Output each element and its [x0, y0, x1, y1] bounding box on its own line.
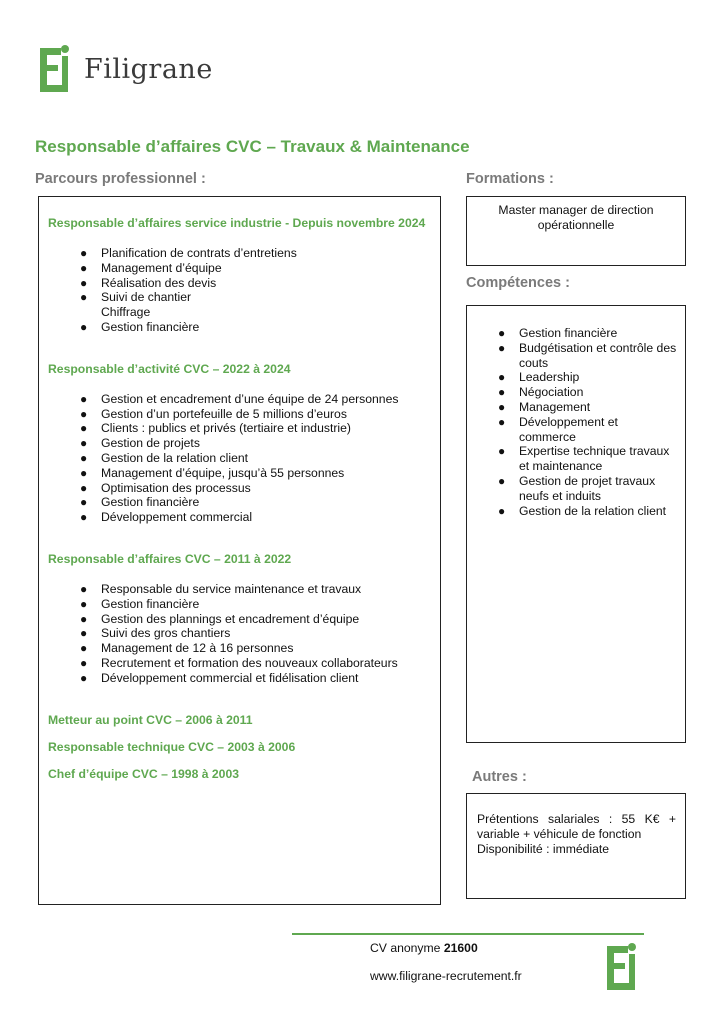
list-item: ● Responsable du service maintenance et travaux — [80, 581, 362, 596]
cv-label: CV anonyme — [370, 941, 441, 955]
list-item: ● Planification de contrats d’entretiens — [80, 246, 297, 260]
job-title: Metteur au point CVC – 2006 à 2011 — [48, 712, 253, 727]
list-item: ● Budgétisation et contrôle des couts — [498, 340, 677, 370]
list-item: ● Gestion de projet travaux neufs et induits — [498, 473, 656, 503]
list-item: ● Recrutement et formation des nouveaux collaborateurs — [80, 655, 398, 670]
list-item: ● Gestion de la relation client — [498, 503, 667, 518]
footer-cv-ref — [370, 941, 478, 955]
job-title: Responsable d’activité CVC – 2022 à 2024 — [48, 361, 291, 376]
list-item: ● Optimisation des processus — [80, 480, 251, 495]
list-item: ● Développement commercial et fidélisation client — [80, 670, 359, 685]
list-item: ● Gestion et encadrement d’une équipe de 24 personnes — [80, 391, 399, 406]
page-title: Responsable d’affaires CVC – Travaux & Maintenance — [35, 137, 470, 156]
list-item: ● Management de 12 à 16 personnes — [80, 641, 294, 656]
list-item: ● Développement et commerce — [498, 414, 618, 444]
competences-heading: Compétences : — [466, 275, 570, 291]
formation-line: opérationnelle — [537, 218, 615, 232]
footer-divider — [292, 933, 644, 935]
list-item: ● Management d’équipe — [80, 260, 222, 275]
brand-name: Filigrane — [84, 53, 213, 85]
list-item: ● Leadership — [498, 370, 580, 385]
salary-expectation: Prétentions salariales : 55 K€ + — [477, 812, 676, 826]
competences-box — [466, 305, 686, 743]
list-item: ● Gestion d’un portefeuille de 5 millions d’euros — [80, 406, 347, 421]
list-item: ● Négociation — [498, 385, 584, 400]
list-item: ● Développement commercial — [80, 510, 253, 525]
list-item: ● Gestion financière — [80, 319, 200, 334]
formations-box — [466, 196, 686, 266]
job-title: Responsable d’affaires CVC – 2011 à 2022 — [48, 551, 292, 566]
list-item: ● Gestion financière — [80, 596, 200, 611]
autres-heading: Autres : — [472, 769, 527, 785]
salary-details: variable + véhicule de fonction — [477, 827, 642, 841]
list-item: ● Réalisation des devis — [80, 275, 217, 290]
list-item: Chiffrage — [101, 305, 151, 320]
competences-list — [467, 326, 679, 518]
job-title: Responsable d’affaires service industrie - Depuis novembre 2024 — [48, 216, 426, 230]
job-tasks-list — [48, 582, 432, 686]
list-item: ● Gestion financière — [80, 495, 200, 510]
job-title: Chef d’équipe CVC – 1998 à 2003 — [48, 766, 240, 781]
autres-box — [466, 793, 686, 899]
filigrane-logo-icon — [38, 43, 72, 95]
list-item: ● Gestion des plannings et encadrement d’équipe — [80, 611, 360, 626]
list-item: ● Gestion de projets — [80, 436, 200, 451]
formations-heading: Formations : — [466, 171, 554, 187]
formation-line: Master manager de direction — [498, 203, 654, 217]
list-item: ● Clients : publics et privés (tertiaire et industrie) — [80, 421, 351, 436]
footer-website[interactable]: www.filigrane-recrutement.fr — [370, 969, 522, 983]
availability: Disponibilité : immédiate — [477, 842, 610, 856]
list-item: ● Gestion financière — [498, 326, 618, 340]
job-title: Responsable technique CVC – 2003 à 2006 — [48, 739, 296, 754]
job-tasks-list — [48, 246, 432, 335]
parcours-box — [38, 196, 441, 905]
filigrane-logo-icon — [605, 941, 639, 993]
job-tasks-list — [48, 392, 432, 525]
list-item: ● Management d’équipe, jusqu’à 55 personnes — [80, 465, 345, 480]
list-item: ● Expertise technique travaux et maintenance — [498, 444, 670, 474]
list-item: ● Suivi des gros chantiers — [80, 626, 231, 641]
list-item: ● Management — [498, 399, 591, 414]
cv-number: 21600 — [443, 941, 478, 955]
brand-logo — [38, 43, 213, 95]
parcours-heading: Parcours professionnel : — [35, 171, 206, 187]
list-item: ● Gestion de la relation client — [80, 450, 249, 465]
list-item: ● Suivi de chantier — [80, 290, 192, 305]
